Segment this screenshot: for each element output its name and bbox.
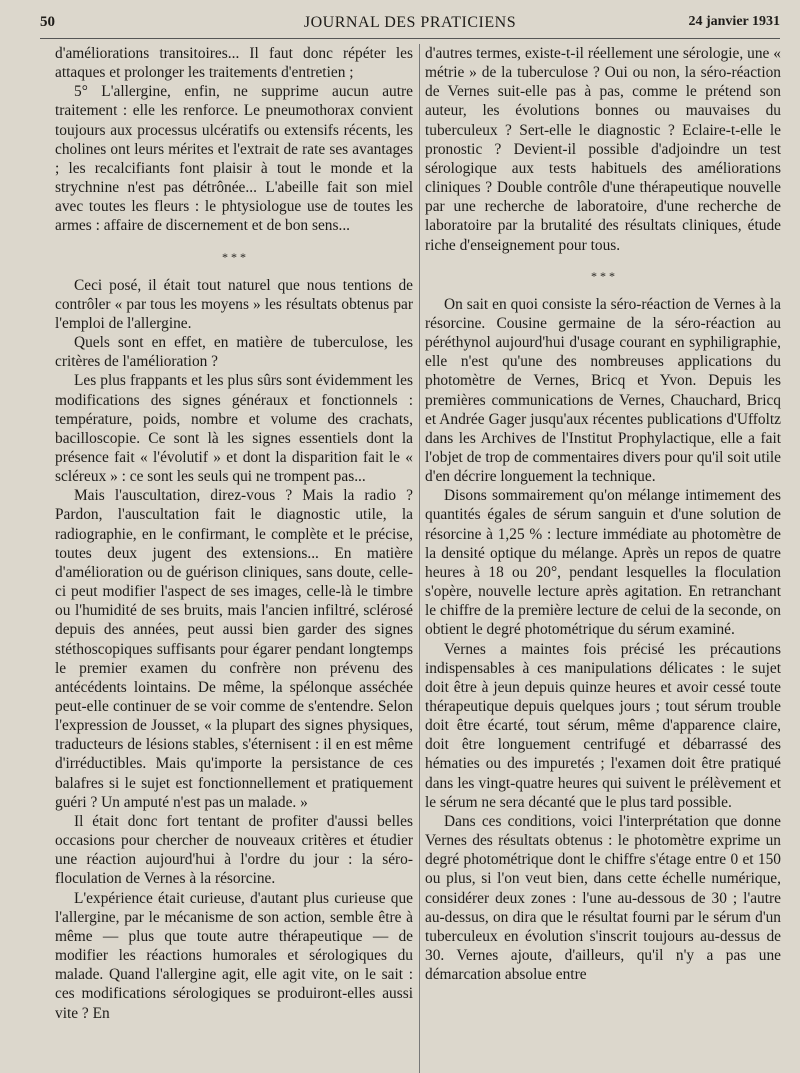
section-separator: * * * [591, 268, 615, 283]
journal-title: JOURNAL DES PRATICIENS [303, 14, 517, 31]
right-column [425, 44, 781, 984]
paragraph: Vernes a maintes fois précisé les précautions indispensables à ces manipulations délicates : le sujet doit être à jeun depuis quinze heures et avoir cessé toute thérapeutique depuis quelques jours ; tout sérum trouble doit être écarté, tout sérum, même d'apparence claire, doit être longuement centrifugé et débarrassé des hématies ou des impuretés ; l'examen doit être pratiqué dans les vingt-quatre heures qui suivent le prélèvement et le sérum ne sera décanté que le plus tard possible. [425, 640, 781, 811]
page-header [40, 14, 780, 39]
paragraph: Quels sont en effet, en matière de tuberculose, les critères de l'amélioration ? [55, 334, 413, 371]
paragraph: On sait en quoi consiste la séro-réaction de Vernes à la résorcine. Cousine germaine de la séro-réaction au péréthynol aujourd'hui d'usage courant en syphiligraphie, elle n'est qu'une des nombreuses applications du photomètre de Vernes, Bricq et Yvon. Depuis les premières communications de Vernes, Chauchard, Bricq et Andrée Gager jusqu'aux récentes publications d'Uffoltz dans les Archives de l'Institut Prophylactique, elle a fait l'objet de trop de commentaires divers pour qu'il soit utile d'en décrire longuement la technique. [425, 295, 781, 486]
section-separator: * * * [222, 249, 246, 264]
paragraph: Ceci posé, il était tout naturel que nous tentions de contrôler « par tous les moyens » les résultats obtenus par l'emploi de l'allergine. [55, 276, 413, 332]
paragraph: Disons sommairement qu'on mélange intimement des quantités égales de sérum sanguin et d'une solution de résorcine à 1,25 % : lecture immédiate au photomètre de la densité optique du mélange. Après un repos de quatre heures à 18 ou 20°, pendant lesquelles la floculation s'opère, nouvelle lecture après agitation. En retranchant le chiffre de la première lecture de celui de la seconde, on obtient le degré photométrique du sérum examiné. [425, 487, 781, 639]
issue-date: 24 janvier 1931 [688, 14, 780, 29]
paragraph: d'améliorations transitoires... Il faut donc répéter les attaques et prolonger les traitements d'entretien ; [55, 45, 413, 82]
left-column [55, 44, 413, 1023]
column-divider [419, 44, 420, 1073]
paragraph: 5° L'allergine, enfin, ne supprime aucun autre traitement : elle les renforce. Le pneumothorax convient toujours aux processus ulcératifs ou extensifs récents, les cholines ont leurs mérites et l'extrait de rate ses avantages ; les recalcifiants font plaisir à tout le monde et la strychnine n'est pas détrônée... L'abeille fait son miel avec toutes les fleurs : le phtysiologue use de toutes les armes : affaire de discernement et de bon sens... [55, 83, 413, 235]
paragraph: Les plus frappants et les plus sûrs sont évidemment les modifications des signes généraux et fonctionnels : température, poids, nombre et volume des crachats, bacilloscopie. Ce sont là les signes essentiels dont la présence fait « l'évolutif » et dont la disparition fait le « scléreux » : ce sont les seuls qui ne trompent pas... [55, 372, 413, 486]
paragraph: L'expérience était curieuse, d'autant plus curieuse que l'allergine, par le mécanisme de son action, semble être à même — plus que toute autre thérapeutique — de modifier les réactions humorales et sérologiques du malade. Quand l'allergine agit, elle agit vite, on le sait : ces modifications sérologiques se produiront-elles aussi vite ? En [55, 889, 413, 1022]
paragraph: d'autres termes, existe-t-il réellement une sérologie, une « métrie » de la tuberculose ? Oui ou non, la séro-réaction de Vernes suit-elle pas à pas, comme le prétend son auteur, les évolutions bonnes ou mauvaises du tuberculeux ? Sert-elle le diagnostic ? Eclaire-t-elle le pronostic ? Devient-il possible d'adjoindre un test sérologique aux tests habituels des améliorations cliniques ? Double contrôle d'une thérapeutique nouvelle par une recherche de laboratoire, d'une recherche de laboratoire par la brutalité des résultats cliniques, étude riche d'enseignement pour tous. [425, 45, 781, 254]
paragraph: Mais l'auscultation, direz-vous ? Mais la radio ? Pardon, l'auscultation fait le diagnostic utile, la radiographie, en le confirmant, le complète et le précise, toutes deux jugent des extensions... En matière d'amélioration ou de guérison cliniques, sans doute, celle-ci peut modifier l'aspect de ses images, celle-là le timbre ou l'humidité de ses bruits, mais l'ancien infiltré, sclérosé depuis des années, peut aussi bien garder des signes stéthoscopiques suffisants pour égarer pendant longtemps le premier examen du confrère non prévenu des antécédents lointains. De même, la spélonque asséchée peut-elle continuer de se voir comme de s'entendre. Selon l'expression de Jousset, « la plupart des signes physiques, traducteurs de lésions stables, s'éternisent : il en est même d'irréductibles. Mais qu'importe la persistance de ces balafres si le sujet est fonctionnellement et pratiquement guéri ? Un amputé n'est pas un malade. » [55, 487, 413, 811]
page-number: 50 [40, 14, 55, 30]
paragraph: Dans ces conditions, voici l'interprétation que donne Vernes des résultats obtenus : le photomètre exprime un degré photométrique dont le chiffre s'étage entre 0 et 150 ou plus, si l'on veut bien, dans cette échelle numérique, considérer deux zones : l'une au-dessous de 30 ; l'autre au-dessus, on dira que le résultat fourni par le sérum d'un tuberculeux en évolution s'inscrit toujours au-dessus de 30. Vernes ajoute, d'ailleurs, qu'il n'y a pas une démarcation absolue entre [425, 812, 781, 984]
paragraph: Il était donc fort tentant de profiter d'aussi belles occasions pour chercher de nouveaux critères et étudier une réaction aujourd'hui à l'ordre du jour : la séro-floculation de Vernes à la résorcine. [55, 812, 413, 888]
